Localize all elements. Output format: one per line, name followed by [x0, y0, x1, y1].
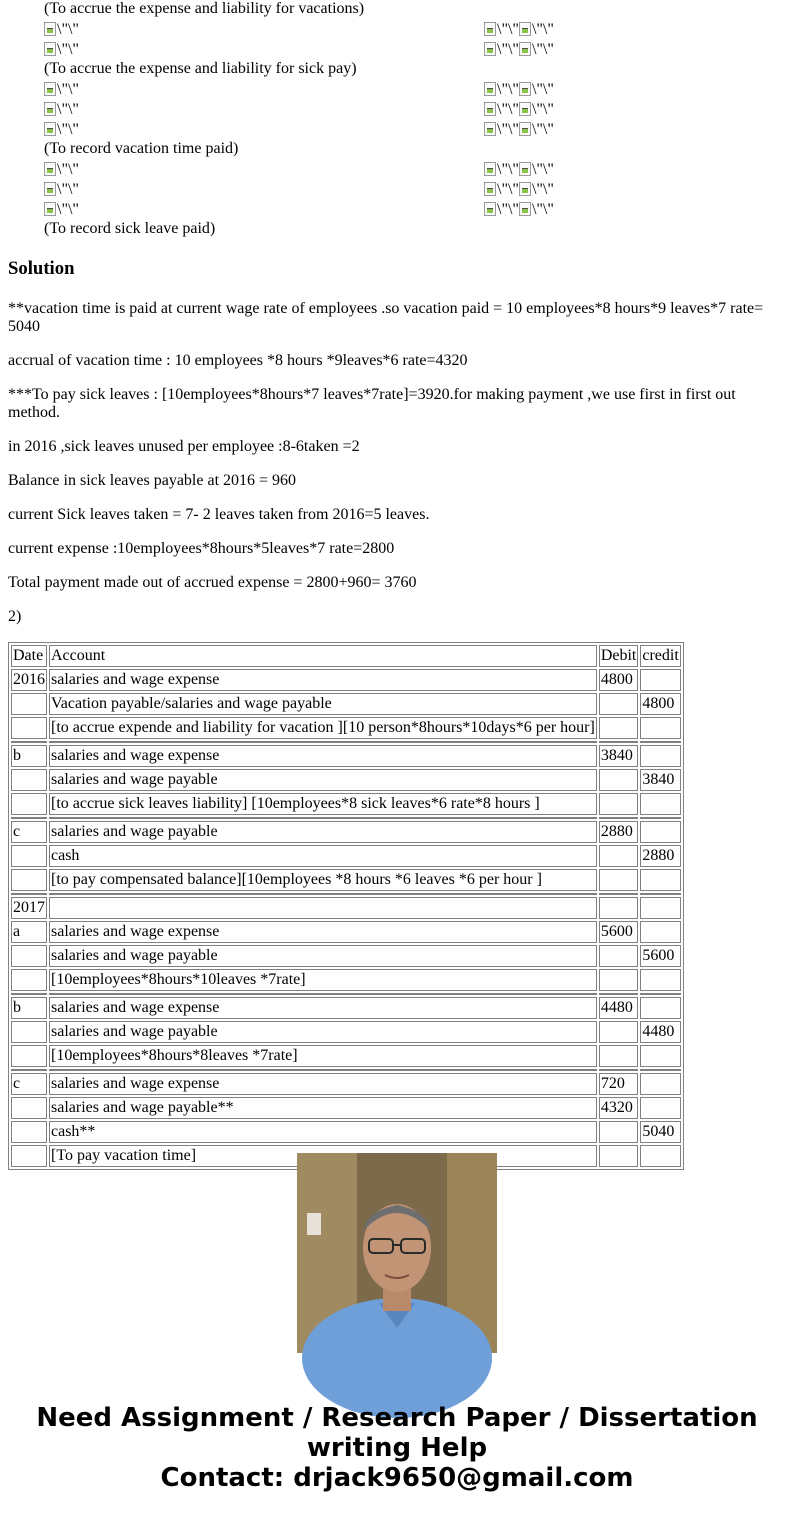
- broken-image-alt: \"\": [57, 41, 79, 58]
- table-header-row: [11, 645, 681, 667]
- broken-image-group: [484, 81, 554, 99]
- solution-paragraph: current Sick leaves taken = 7- 2 leaves taken from 2016=5 leaves.: [8, 506, 430, 523]
- cell-date: [11, 1045, 47, 1067]
- solution-paragraph: accrual of vacation time : 10 employees *8 hours *9leaves*6 rate=4320: [8, 352, 468, 369]
- cell-debit: [599, 693, 639, 715]
- cell-debit: 2880: [599, 821, 639, 843]
- broken-image-alt: \"\": [497, 201, 519, 218]
- cell-date: c: [11, 821, 47, 843]
- separator-cell: [599, 1069, 639, 1071]
- image-placeholder-row: [44, 40, 604, 60]
- image-placeholder-row: [44, 120, 604, 140]
- table-row: [11, 921, 681, 943]
- broken-image-alt: \"\": [57, 161, 79, 178]
- table-separator-row: [11, 1069, 681, 1071]
- cell-debit: [599, 1121, 639, 1143]
- broken-image-alt: \"\": [57, 121, 79, 138]
- broken-image-group: [44, 21, 79, 39]
- broken-image-group: [484, 41, 554, 59]
- cell-account: cash**: [49, 1121, 597, 1143]
- broken-image-alt: \"\": [531, 181, 554, 198]
- broken-image-icon: [519, 161, 554, 179]
- broken-image-group: [484, 101, 554, 119]
- broken-image-alt: \"\": [497, 181, 519, 198]
- broken-image-alt: \"\": [57, 21, 79, 38]
- promo-banner: [0, 1403, 794, 1493]
- broken-image-group: [44, 101, 79, 119]
- image-placeholder-row: [44, 20, 604, 40]
- broken-image-alt: \"\": [531, 41, 554, 58]
- image-glyph-icon: [519, 22, 531, 36]
- table-row: [11, 769, 681, 791]
- solution-heading: Solution: [8, 258, 75, 279]
- header-date: Date: [11, 645, 47, 667]
- table-row: [11, 1021, 681, 1043]
- cell-credit: [640, 1045, 680, 1067]
- table-row: [11, 869, 681, 891]
- cell-debit: [599, 1045, 639, 1067]
- cell-date: [11, 793, 47, 815]
- image-glyph-icon: [44, 182, 56, 196]
- journal-caption: (To accrue the expense and liability for vacations): [44, 0, 365, 17]
- cell-account: [10employees*8hours*10leaves *7rate]: [49, 969, 597, 991]
- cell-credit: [640, 897, 680, 919]
- cell-debit: [599, 969, 639, 991]
- header-debit: Debit: [599, 645, 639, 667]
- separator-cell: [49, 1069, 597, 1071]
- separator-cell: [599, 993, 639, 995]
- separator-cell: [640, 1069, 680, 1071]
- table-row: [11, 793, 681, 815]
- cell-account: salaries and wage payable**: [49, 1097, 597, 1119]
- cell-date: [11, 1021, 47, 1043]
- image-glyph-icon: [519, 42, 531, 56]
- cell-account: salaries and wage expense: [49, 745, 597, 767]
- separator-cell: [49, 893, 597, 895]
- image-glyph-icon: [44, 102, 56, 116]
- cell-account: salaries and wage payable: [49, 821, 597, 843]
- broken-image-alt: \"\": [57, 81, 79, 98]
- solution-paragraph: ***To pay sick leaves : [10employees*8hours*7 leaves*7rate]=3920.for making payment ,we use first in first out method.: [8, 386, 736, 421]
- broken-image-icon: [484, 161, 519, 179]
- cell-debit: 4320: [599, 1097, 639, 1119]
- image-glyph-icon: [484, 182, 496, 196]
- image-glyph-icon: [44, 42, 56, 56]
- broken-image-group: [484, 121, 554, 139]
- cell-date: [11, 869, 47, 891]
- solution-paragraph: 2): [8, 608, 22, 625]
- journal-caption: (To record vacation time paid): [44, 140, 239, 157]
- broken-image-alt: \"\": [497, 121, 519, 138]
- broken-image-alt: \"\": [531, 121, 554, 138]
- image-glyph-icon: [519, 202, 531, 216]
- cell-credit: 5040: [640, 1121, 680, 1143]
- broken-image-alt: \"\": [531, 161, 554, 178]
- cell-debit: 4480: [599, 997, 639, 1019]
- broken-image-icon: [484, 81, 519, 99]
- image-glyph-icon: [519, 162, 531, 176]
- cell-debit: [599, 845, 639, 867]
- cell-debit: [599, 897, 639, 919]
- author-portrait-icon: [297, 1153, 497, 1353]
- broken-image-icon: [519, 41, 554, 59]
- cell-credit: 4480: [640, 1021, 680, 1043]
- solution-paragraph: Balance in sick leaves payable at 2016 = 960: [8, 472, 297, 489]
- cell-account: [to accrue sick leaves liability] [10employees*8 sick leaves*6 rate*8 hours ]: [49, 793, 597, 815]
- cell-date: [11, 693, 47, 715]
- journal-entries-table: [8, 642, 684, 1170]
- broken-image-alt: \"\": [531, 81, 554, 98]
- broken-image-group: [44, 41, 79, 59]
- promo-contact: Contact: drjack9650@gmail.com: [160, 1463, 634, 1493]
- broken-image-icon: [44, 81, 79, 99]
- cell-account: salaries and wage expense: [49, 669, 597, 691]
- image-glyph-icon: [519, 182, 531, 196]
- image-glyph-icon: [484, 162, 496, 176]
- cell-date: [11, 769, 47, 791]
- cell-debit: [599, 945, 639, 967]
- table-row: [11, 1045, 681, 1067]
- cell-credit: [640, 821, 680, 843]
- broken-image-alt: \"\": [531, 201, 554, 218]
- table-row: [11, 1073, 681, 1095]
- cell-credit: [640, 921, 680, 943]
- cell-credit: [640, 717, 680, 739]
- table-row: [11, 945, 681, 967]
- broken-image-icon: [519, 181, 554, 199]
- table-separator-row: [11, 993, 681, 995]
- cell-credit: [640, 869, 680, 891]
- separator-cell: [11, 1069, 47, 1071]
- promo-line: writing Help: [306, 1433, 488, 1463]
- broken-image-group: [484, 161, 554, 179]
- cell-date: [11, 717, 47, 739]
- cell-credit: [640, 1097, 680, 1119]
- cell-account: salaries and wage payable: [49, 945, 597, 967]
- cell-account: salaries and wage payable: [49, 1021, 597, 1043]
- table-separator-row: [11, 893, 681, 895]
- broken-image-alt: \"\": [57, 181, 79, 198]
- cell-credit: [640, 793, 680, 815]
- broken-image-group: [44, 181, 79, 199]
- table-row: [11, 717, 681, 739]
- separator-cell: [11, 741, 47, 743]
- broken-image-group: [484, 201, 554, 219]
- broken-image-icon: [484, 41, 519, 59]
- cell-credit: [640, 669, 680, 691]
- cell-date: [11, 969, 47, 991]
- image-glyph-icon: [519, 122, 531, 136]
- cell-account: salaries and wage expense: [49, 997, 597, 1019]
- cell-date: 2017: [11, 897, 47, 919]
- separator-cell: [599, 893, 639, 895]
- image-placeholder-row: [44, 200, 604, 220]
- question-journal-template: [44, 0, 604, 240]
- cell-date: b: [11, 997, 47, 1019]
- broken-image-alt: \"\": [497, 101, 519, 118]
- broken-image-icon: [44, 121, 79, 139]
- separator-cell: [599, 741, 639, 743]
- cell-credit: 2880: [640, 845, 680, 867]
- broken-image-alt: \"\": [57, 201, 79, 218]
- table-row: [11, 821, 681, 843]
- broken-image-alt: \"\": [497, 161, 519, 178]
- broken-image-icon: [484, 101, 519, 119]
- image-placeholder-row: [44, 160, 604, 180]
- broken-image-icon: [519, 21, 554, 39]
- image-glyph-icon: [484, 202, 496, 216]
- journal-caption: (To accrue the expense and liability for sick pay): [44, 60, 357, 77]
- table-row: [11, 693, 681, 715]
- separator-cell: [11, 817, 47, 819]
- image-glyph-icon: [44, 82, 56, 96]
- broken-image-alt: \"\": [531, 21, 554, 38]
- cell-account: [to pay compensated balance][10employees *8 hours *6 leaves *6 per hour ]: [49, 869, 597, 891]
- table-separator-row: [11, 817, 681, 819]
- table-separator-row: [11, 741, 681, 743]
- separator-cell: [640, 817, 680, 819]
- image-glyph-icon: [519, 102, 531, 116]
- cell-debit: 4800: [599, 669, 639, 691]
- journal-caption: (To record sick leave paid): [44, 220, 216, 237]
- promo-line: Need Assignment / Research Paper / Dissertation: [36, 1403, 758, 1433]
- table-row: [11, 897, 681, 919]
- cell-debit: [599, 1145, 639, 1167]
- separator-cell: [11, 993, 47, 995]
- broken-image-icon: [44, 101, 79, 119]
- image-glyph-icon: [44, 202, 56, 216]
- solution-paragraph: in 2016 ,sick leaves unused per employee :8-6taken =2: [8, 438, 360, 455]
- broken-image-icon: [44, 161, 79, 179]
- separator-cell: [640, 741, 680, 743]
- cell-debit: [599, 793, 639, 815]
- cell-credit: 4800: [640, 693, 680, 715]
- broken-image-group: [44, 81, 79, 99]
- broken-image-group: [44, 161, 79, 179]
- cell-credit: 5600: [640, 945, 680, 967]
- broken-image-alt: \"\": [497, 41, 519, 58]
- separator-cell: [640, 993, 680, 995]
- table-row: [11, 969, 681, 991]
- cell-credit: 3840: [640, 769, 680, 791]
- separator-cell: [49, 817, 597, 819]
- image-placeholder-row: [44, 100, 604, 120]
- cell-debit: 720: [599, 1073, 639, 1095]
- cell-date: [11, 1121, 47, 1143]
- cell-account: [to accrue expende and liability for vacation ][10 person*8hours*10days*6 per hour]: [49, 717, 597, 739]
- header-credit: credit: [640, 645, 680, 667]
- table-row: [11, 1121, 681, 1143]
- cell-credit: [640, 969, 680, 991]
- cell-account: cash: [49, 845, 597, 867]
- cell-credit: [640, 1145, 680, 1167]
- solution-paragraph: Total payment made out of accrued expense = 2800+960= 3760: [8, 574, 417, 591]
- broken-image-alt: \"\": [57, 101, 79, 118]
- cell-date: 2016: [11, 669, 47, 691]
- cell-credit: [640, 997, 680, 1019]
- separator-cell: [640, 893, 680, 895]
- broken-image-icon: [484, 121, 519, 139]
- solution-paragraph: **vacation time is paid at current wage rate of employees .so vacation paid = 10 employees*8 hours*9 leaves*7 rate= 5040: [8, 300, 764, 335]
- image-glyph-icon: [484, 102, 496, 116]
- image-glyph-icon: [44, 122, 56, 136]
- cell-date: a: [11, 921, 47, 943]
- cell-debit: [599, 769, 639, 791]
- cell-account: salaries and wage expense: [49, 1073, 597, 1095]
- cell-date: [11, 1097, 47, 1119]
- broken-image-alt: \"\": [531, 101, 554, 118]
- image-glyph-icon: [44, 162, 56, 176]
- separator-cell: [599, 817, 639, 819]
- cell-debit: [599, 869, 639, 891]
- broken-image-icon: [519, 201, 554, 219]
- cell-credit: [640, 1073, 680, 1095]
- broken-image-group: [484, 181, 554, 199]
- table-row: [11, 745, 681, 767]
- separator-cell: [49, 993, 597, 995]
- cell-account: [10employees*8hours*8leaves *7rate]: [49, 1045, 597, 1067]
- cell-date: [11, 945, 47, 967]
- cell-debit: 5600: [599, 921, 639, 943]
- cell-debit: [599, 717, 639, 739]
- separator-cell: [49, 741, 597, 743]
- broken-image-icon: [519, 121, 554, 139]
- cell-credit: [640, 745, 680, 767]
- broken-image-group: [44, 121, 79, 139]
- table-row: [11, 1097, 681, 1119]
- cell-account: salaries and wage expense: [49, 921, 597, 943]
- broken-image-group: [484, 21, 554, 39]
- cell-account: Vacation payable/salaries and wage payable: [49, 693, 597, 715]
- broken-image-group: [44, 201, 79, 219]
- image-placeholder-row: [44, 80, 604, 100]
- image-glyph-icon: [519, 82, 531, 96]
- broken-image-icon: [44, 201, 79, 219]
- cell-account: [49, 897, 597, 919]
- author-avatar: [297, 1153, 497, 1353]
- cell-account: [To pay vacation time]: [49, 1145, 597, 1167]
- broken-image-alt: \"\": [497, 81, 519, 98]
- broken-image-icon: [44, 21, 79, 39]
- image-placeholder-row: [44, 180, 604, 200]
- broken-image-icon: [44, 41, 79, 59]
- broken-image-icon: [484, 201, 519, 219]
- cell-date: c: [11, 1073, 47, 1095]
- cell-date: [11, 1145, 47, 1167]
- table-row: [11, 997, 681, 1019]
- image-glyph-icon: [484, 82, 496, 96]
- broken-image-icon: [44, 181, 79, 199]
- image-glyph-icon: [484, 122, 496, 136]
- solution-paragraph: current expense :10employees*8hours*5leaves*7 rate=2800: [8, 540, 395, 557]
- cell-date: [11, 845, 47, 867]
- image-glyph-icon: [44, 22, 56, 36]
- broken-image-alt: \"\": [497, 21, 519, 38]
- header-account: Account: [49, 645, 597, 667]
- cell-debit: 3840: [599, 745, 639, 767]
- cell-debit: [599, 1021, 639, 1043]
- broken-image-icon: [519, 81, 554, 99]
- cell-date: b: [11, 745, 47, 767]
- broken-image-icon: [519, 101, 554, 119]
- broken-image-icon: [484, 21, 519, 39]
- image-glyph-icon: [484, 42, 496, 56]
- table-row: [11, 669, 681, 691]
- broken-image-icon: [484, 181, 519, 199]
- table-row: [11, 845, 681, 867]
- cell-account: salaries and wage payable: [49, 769, 597, 791]
- separator-cell: [11, 893, 47, 895]
- image-glyph-icon: [484, 22, 496, 36]
